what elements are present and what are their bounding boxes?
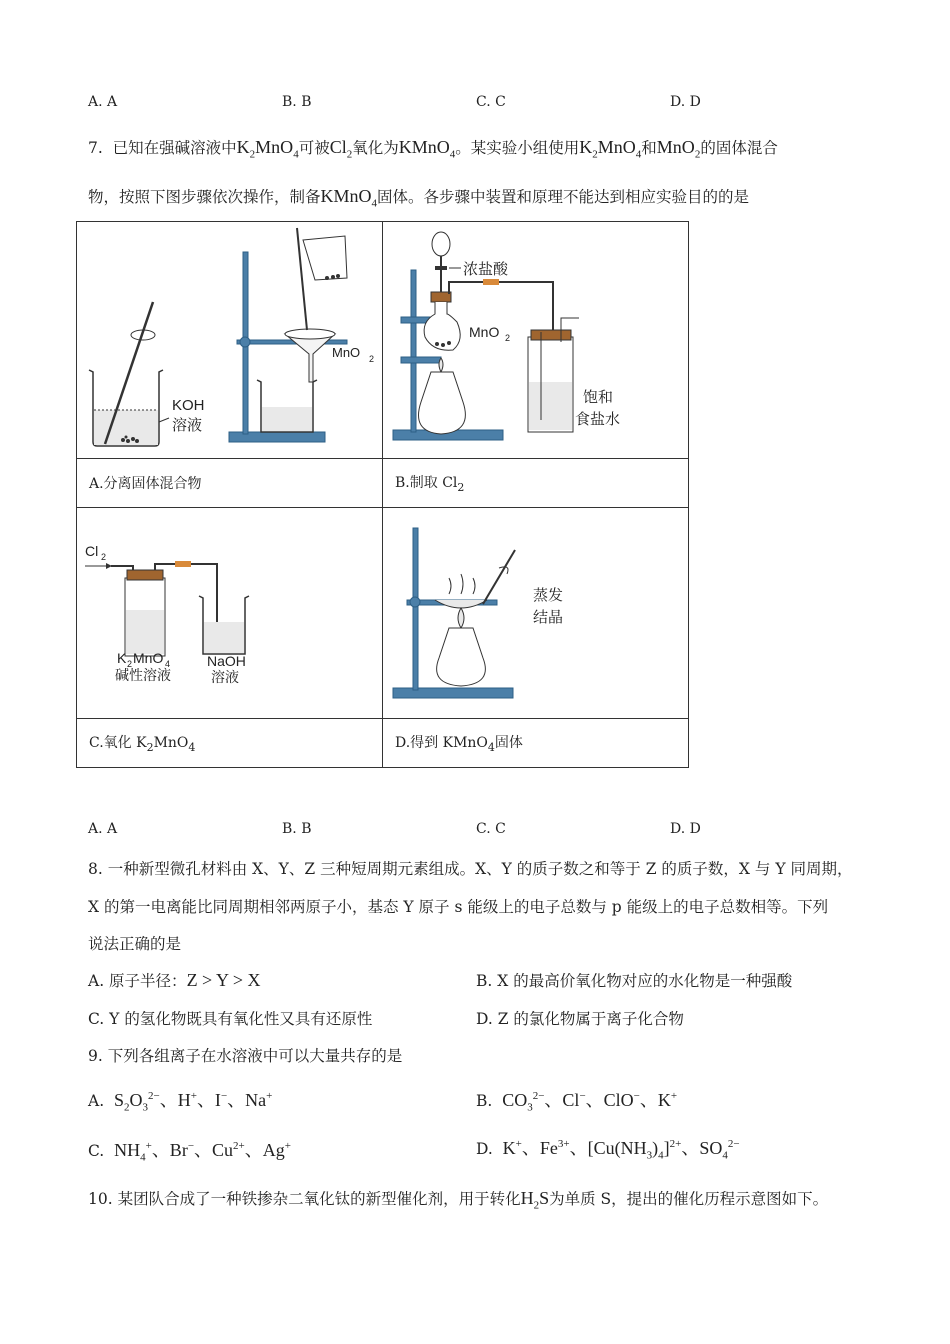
- svg-text:蒸发: 蒸发: [533, 587, 564, 604]
- svg-text:Cl: Cl: [85, 543, 99, 559]
- q7-stem-line1: 7. 已知在强碱溶液中$K_2MnO_4$可被$Cl_2$氧化为KMnO$_4$。某实验小组使用$K_2MnO_4$和MnO$_2$的固体混合: [88, 137, 778, 161]
- q6-option-a: A. A: [88, 94, 118, 110]
- panel-b-caption: B.制取 $Cl_2$: [383, 459, 689, 508]
- panel-b-figure: [383, 222, 689, 459]
- q8-stem-line2: X 的第一电离能比同周期相邻两原子小，基态 Y 原子 s 能级上的电子总数与 p 能级上的电子总数相等。下列: [88, 898, 829, 916]
- svg-text:K: K: [117, 650, 127, 666]
- q6-option-d: D. D: [670, 94, 701, 110]
- panel-c-caption: C.氧化 $K_2MnO_4$: [77, 719, 383, 768]
- svg-text:结晶: 结晶: [533, 609, 564, 626]
- svg-text:食盐水: 食盐水: [575, 411, 621, 428]
- q6-option-b: B. B: [282, 94, 312, 110]
- q7-figure-grid: [76, 221, 689, 768]
- svg-text:2: 2: [127, 659, 133, 669]
- q8-option-a: A. 原子半径：Z > Y > X: [88, 970, 261, 990]
- panel-a-caption: A.分离固体混合物: [77, 459, 383, 508]
- svg-text:MnO: MnO: [133, 650, 164, 666]
- panel-d-caption: D.得到 KMnO$_4$固体: [383, 719, 689, 768]
- svg-text:溶液: 溶液: [211, 669, 239, 685]
- q8-option-c: C. Y 的氢化物既具有氧化性又具有还原性: [88, 1010, 373, 1028]
- svg-text:饱和: 饱和: [583, 389, 614, 406]
- q6-option-c: C. C: [476, 94, 506, 110]
- q9-stem: 9. 下列各组离子在水溶液中可以大量共存的是: [88, 1047, 403, 1065]
- q9-option-d: D. K+、$Fe^{3+}$、$[Cu(NH_3)_4]^{2+}$、$SO_4^{2-}$: [476, 1138, 740, 1162]
- q8-option-b: B. X 的最高价氧化物对应的水化物是一种强酸: [476, 972, 793, 990]
- q10-stem: 10. 某团队合成了一种铁掺杂二氧化钛的新型催化剂，用于转化$H_2S$为单质 S，提出的催化历程示意图如下。: [88, 1188, 829, 1212]
- q7-option-d: D. D: [670, 821, 701, 837]
- q7-option-b: B. B: [282, 821, 312, 837]
- q7-stem-line2: 物，按照下图步骤依次操作，制备KMnO$_4$固体。各步骤中装置和原理不能达到相应实验目的的是: [88, 186, 750, 210]
- panel-d-figure: [383, 508, 689, 719]
- q9-option-b: B. $CO_3^{2-}$、Cl−、ClO−、K+: [476, 1090, 678, 1114]
- svg-text:2: 2: [505, 333, 511, 343]
- svg-text:2: 2: [369, 354, 375, 364]
- svg-text:溶液: 溶液: [172, 417, 203, 434]
- q9-option-c: C. $NH_4^+$、Br−、$Cu^{2+}$、Ag+: [88, 1140, 291, 1164]
- svg-text:MnO: MnO: [469, 324, 500, 340]
- svg-text:MnO: MnO: [332, 345, 361, 360]
- panel-a-figure: [77, 222, 383, 459]
- q8-stem-line3: 说法正确的是: [88, 935, 182, 953]
- q8-stem-line1: 8. 一种新型微孔材料由 X、Y、Z 三种短周期元素组成。X、Y 的质子数之和等于 Z 的质子数，X 与 Y 同周期，: [88, 860, 853, 878]
- q8-option-d: D. Z 的氯化物属于离子化合物: [476, 1010, 684, 1028]
- q7-option-c: C. C: [476, 821, 506, 837]
- svg-text:2: 2: [101, 552, 107, 562]
- svg-text:4: 4: [165, 659, 171, 669]
- q9-option-a: A. $S_2O_3^{2-}$、H+、I−、Na+: [88, 1090, 273, 1114]
- panel-c-figure: [77, 508, 383, 719]
- svg-text:碱性溶液: 碱性溶液: [115, 667, 171, 683]
- svg-text:NaOH: NaOH: [207, 653, 246, 669]
- svg-text:浓盐酸: 浓盐酸: [463, 261, 509, 278]
- svg-text:KOH: KOH: [172, 397, 205, 414]
- q7-option-a: A. A: [88, 821, 118, 837]
